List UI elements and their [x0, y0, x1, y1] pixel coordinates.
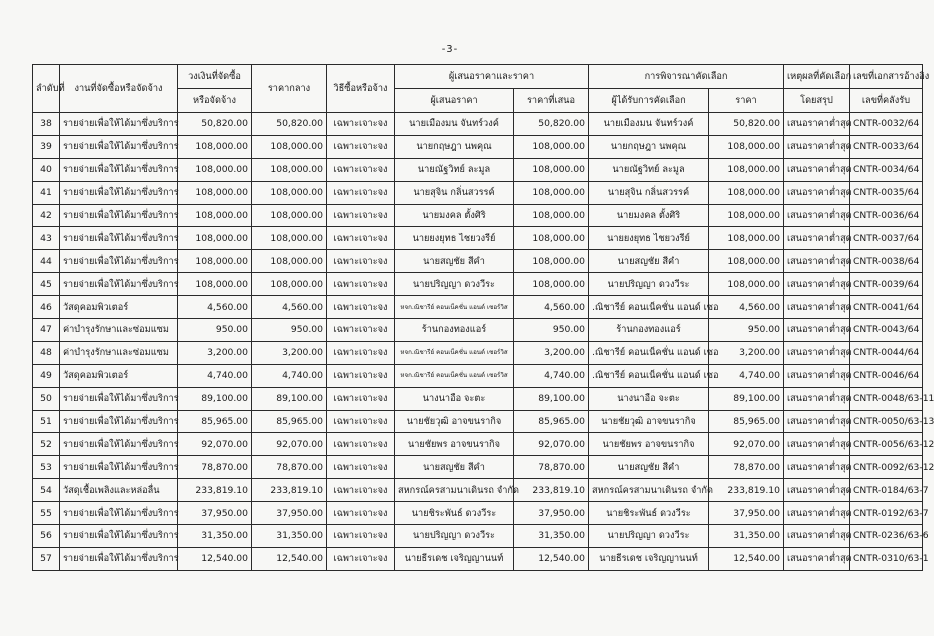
- row-bid-price: 92,070.00: [514, 433, 589, 456]
- row-seq: 57: [33, 547, 60, 570]
- row-seq: 45: [33, 273, 60, 296]
- row-method: เฉพาะเจาะจง: [327, 227, 395, 250]
- row-median: 4,560.00: [252, 296, 327, 319]
- row-bid-price: 12,540.00: [514, 547, 589, 570]
- row-median: 4,740.00: [252, 364, 327, 387]
- row-winner: .ณิชารีย์ คอนเน็คชั่น แอนด์ เซอ: [589, 341, 709, 364]
- row-bidder: นายสญชัย สีคำ: [395, 456, 514, 479]
- header-bidders-group: ผู้เสนอราคาและราคา: [395, 65, 589, 89]
- row-winner: นางนาอือ จะตะ: [589, 387, 709, 410]
- row-budget: 31,350.00: [178, 525, 252, 548]
- table-row: [33, 387, 923, 410]
- row-seq: 48: [33, 341, 60, 364]
- row-winner: นายชัยวุฒิ อาจขนรากิจ: [589, 410, 709, 433]
- row-price: 89,100.00: [709, 387, 784, 410]
- row-seq: 52: [33, 433, 60, 456]
- row-seq: 54: [33, 479, 60, 502]
- row-median: 92,070.00: [252, 433, 327, 456]
- table-row: [33, 158, 923, 181]
- table-row: [33, 341, 923, 364]
- row-method: เฉพาะเจาะจง: [327, 502, 395, 525]
- row-price: 950.00: [709, 319, 784, 342]
- row-winner: นายสญชัย สีคำ: [589, 456, 709, 479]
- row-method: เฉพาะเจาะจง: [327, 296, 395, 319]
- row-winner: นายกฤษฎา นพคุณ: [589, 135, 709, 158]
- procurement-table: [32, 64, 934, 571]
- row-reason: เสนอราคาต่ำสุด: [784, 204, 850, 227]
- row-method: เฉพาะเจาะจง: [327, 387, 395, 410]
- row-method: เฉพาะเจาะจง: [327, 158, 395, 181]
- row-bidder: หจก.ณิชารีย์ คอนเน็คชั่น แอนด์ เซอร์วิส: [395, 341, 514, 364]
- row-winner: นายยงยุทธ ไชยวงรีย์: [589, 227, 709, 250]
- row-bidder: นายสุจิน กลิ่นสวรรค์: [395, 181, 514, 204]
- table-row: [33, 525, 923, 548]
- row-bidder: นายณัฐวิทย์ ละมูล: [395, 158, 514, 181]
- row-winner: นายสุจิน กลิ่นสวรรค์: [589, 181, 709, 204]
- row-reason: เสนอราคาต่ำสุด: [784, 113, 850, 136]
- row-reason: เสนอราคาต่ำสุด: [784, 273, 850, 296]
- row-budget: 4,560.00: [178, 296, 252, 319]
- row-reason: เสนอราคาต่ำสุด: [784, 364, 850, 387]
- row-bid-price: 108,000.00: [514, 250, 589, 273]
- row-item: รายจ่ายเพื่อให้ได้มาซึ่งบริการ: [60, 387, 178, 410]
- row-seq: 47: [33, 319, 60, 342]
- row-price: 92,070.00: [709, 433, 784, 456]
- row-median: 108,000.00: [252, 204, 327, 227]
- row-bidder: ร้านกองทองแอร์: [395, 319, 514, 342]
- row-bid-price: 950.00: [514, 319, 589, 342]
- table-row: [33, 364, 923, 387]
- row-price: 108,000.00: [709, 158, 784, 181]
- row-item: วัสดุเชื้อเพลิงและหล่อลื่น: [60, 479, 178, 502]
- row-seq: 56: [33, 525, 60, 548]
- row-bidder: นางนาอือ จะตะ: [395, 387, 514, 410]
- row-bidder: นายสญชัย สีคำ: [395, 250, 514, 273]
- row-item: ค่าบำรุงรักษาและซ่อมแซม: [60, 319, 178, 342]
- row-budget: 12,540.00: [178, 547, 252, 570]
- row-bidder: หจก.ณิชารีย์ คอนเน็คชั่น แอนด์ เซอร์วิส: [395, 296, 514, 319]
- row-bid-price: 108,000.00: [514, 158, 589, 181]
- header-median: ราคากลาง: [252, 65, 327, 113]
- header-reason: เหตุผลที่คัดเลือก: [784, 65, 850, 89]
- row-method: เฉพาะเจาะจง: [327, 456, 395, 479]
- table-row: [33, 296, 923, 319]
- row-ref: CNTR-0041/64: [850, 296, 923, 319]
- row-bidder: นายปริญญา ดวงวีระ: [395, 273, 514, 296]
- row-seq: 44: [33, 250, 60, 273]
- row-median: 37,950.00: [252, 502, 327, 525]
- row-price: 108,000.00: [709, 181, 784, 204]
- row-median: 108,000.00: [252, 158, 327, 181]
- row-price: 4,740.00: [709, 364, 784, 387]
- row-winner: นายสญชัย สีคำ: [589, 250, 709, 273]
- row-seq: 43: [33, 227, 60, 250]
- row-price: 108,000.00: [709, 273, 784, 296]
- row-ref: CNTR-0046/64: [850, 364, 923, 387]
- row-ref: CNTR-0092/63-12: [850, 456, 923, 479]
- row-ref: CNTR-0048/63-11: [850, 387, 923, 410]
- row-item: รายจ่ายเพื่อให้ได้มาซึ่งบริการ: [60, 547, 178, 570]
- row-budget: 108,000.00: [178, 135, 252, 158]
- row-reason: เสนอราคาต่ำสุด: [784, 456, 850, 479]
- row-ref: CNTR-0192/63-7: [850, 502, 923, 525]
- row-method: เฉพาะเจาะจง: [327, 525, 395, 548]
- row-bid-price: 89,100.00: [514, 387, 589, 410]
- table-row: [33, 250, 923, 273]
- table-row: [33, 319, 923, 342]
- row-winner: นายชัยพร อาจขนรากิจ: [589, 433, 709, 456]
- row-budget: 108,000.00: [178, 273, 252, 296]
- row-bidder: นายเมืองมน จันทร์วงค์: [395, 113, 514, 136]
- row-reason: เสนอราคาต่ำสุด: [784, 181, 850, 204]
- row-seq: 49: [33, 364, 60, 387]
- row-seq: 50: [33, 387, 60, 410]
- row-bidder: นายมงคล ตั้งศิริ: [395, 204, 514, 227]
- row-ref: CNTR-0034/64: [850, 158, 923, 181]
- row-item: รายจ่ายเพื่อให้ได้มาซึ่งบริการ: [60, 502, 178, 525]
- row-ref: CNTR-0035/64: [850, 181, 923, 204]
- table-body: [33, 113, 934, 571]
- row-item: รายจ่ายเพื่อให้ได้มาซึ่งบริการ: [60, 158, 178, 181]
- row-price: 108,000.00: [709, 227, 784, 250]
- row-budget: 78,870.00: [178, 456, 252, 479]
- row-seq: 40: [33, 158, 60, 181]
- row-median: 108,000.00: [252, 227, 327, 250]
- header-budget: วงเงินที่จัดซื้อ: [178, 65, 252, 89]
- row-bid-price: 3,200.00: [514, 341, 589, 364]
- header-ref-line2: เลขที่คลังรับ: [850, 89, 923, 113]
- row-bid-price: 108,000.00: [514, 204, 589, 227]
- row-price: 108,000.00: [709, 204, 784, 227]
- table-row: [33, 227, 923, 250]
- row-seq: 38: [33, 113, 60, 136]
- row-item: รายจ่ายเพื่อให้ได้มาซึ่งบริการ: [60, 525, 178, 548]
- row-seq: 41: [33, 181, 60, 204]
- row-ref: CNTR-0032/64: [850, 113, 923, 136]
- header-selected: ผู้ได้รับการคัดเลือก: [589, 89, 709, 113]
- row-bid-price: 37,950.00: [514, 502, 589, 525]
- row-ref: CNTR-0050/63-13: [850, 410, 923, 433]
- row-seq: 39: [33, 135, 60, 158]
- row-ref: CNTR-0036/64: [850, 204, 923, 227]
- header-budget-line2: หรือจัดจ้าง: [178, 89, 252, 113]
- table-row: [33, 135, 923, 158]
- table-row: [33, 181, 923, 204]
- row-method: เฉพาะเจาะจง: [327, 319, 395, 342]
- row-ref: CNTR-0037/64: [850, 227, 923, 250]
- row-seq: 53: [33, 456, 60, 479]
- row-method: เฉพาะเจาะจง: [327, 364, 395, 387]
- row-reason: เสนอราคาต่ำสุด: [784, 158, 850, 181]
- row-median: 108,000.00: [252, 250, 327, 273]
- row-method: เฉพาะเจาะจง: [327, 250, 395, 273]
- row-price: 37,950.00: [709, 502, 784, 525]
- row-ref: CNTR-0043/64: [850, 319, 923, 342]
- row-budget: 108,000.00: [178, 158, 252, 181]
- row-method: เฉพาะเจาะจง: [327, 547, 395, 570]
- row-reason: เสนอราคาต่ำสุด: [784, 547, 850, 570]
- row-price: 233,819.10: [709, 479, 784, 502]
- row-winner: .ณิชารีย์ คอนเน็คชั่น แอนด์ เซอ: [589, 364, 709, 387]
- table-row: [33, 113, 923, 136]
- row-reason: เสนอราคาต่ำสุด: [784, 479, 850, 502]
- row-reason: เสนอราคาต่ำสุด: [784, 250, 850, 273]
- row-price: 85,965.00: [709, 410, 784, 433]
- row-winner: นายชิระพันธ์ ดวงวีระ: [589, 502, 709, 525]
- row-median: 12,540.00: [252, 547, 327, 570]
- row-winner: นายณัฐวิทย์ ละมูล: [589, 158, 709, 181]
- row-median: 85,965.00: [252, 410, 327, 433]
- row-reason: เสนอราคาต่ำสุด: [784, 387, 850, 410]
- row-method: เฉพาะเจาะจง: [327, 135, 395, 158]
- row-bid-price: 4,560.00: [514, 296, 589, 319]
- row-item: รายจ่ายเพื่อให้ได้มาซึ่งบริการ: [60, 135, 178, 158]
- row-bidder: นายธีรเดช เจริญญานนท์: [395, 547, 514, 570]
- row-method: เฉพาะเจาะจง: [327, 273, 395, 296]
- table-row: [33, 456, 923, 479]
- row-ref: CNTR-0033/64: [850, 135, 923, 158]
- row-reason: เสนอราคาต่ำสุด: [784, 502, 850, 525]
- row-bidder: นายชิระพันธ์ ดวงวีระ: [395, 502, 514, 525]
- row-winner: .ณิชารีย์ คอนเน็คชั่น แอนด์ เซอ: [589, 296, 709, 319]
- row-item: รายจ่ายเพื่อให้ได้มาซึ่งบริการ: [60, 227, 178, 250]
- row-item: วัสดุคอมพิวเตอร์: [60, 296, 178, 319]
- row-item: รายจ่ายเพื่อให้ได้มาซึ่งบริการ: [60, 273, 178, 296]
- row-item: รายจ่ายเพื่อให้ได้มาซึ่งบริการ: [60, 250, 178, 273]
- header-reason-line2: โดยสรุป: [784, 89, 850, 113]
- row-reason: เสนอราคาต่ำสุด: [784, 433, 850, 456]
- page-number: -3-: [441, 44, 459, 55]
- row-seq: 51: [33, 410, 60, 433]
- row-median: 108,000.00: [252, 181, 327, 204]
- row-reason: เสนอราคาต่ำสุด: [784, 135, 850, 158]
- row-seq: 46: [33, 296, 60, 319]
- row-bid-price: 108,000.00: [514, 227, 589, 250]
- row-bid-price: 85,965.00: [514, 410, 589, 433]
- header-selection-group: การพิจารณาคัดเลือก: [589, 65, 784, 89]
- row-budget: 89,100.00: [178, 387, 252, 410]
- row-bid-price: 4,740.00: [514, 364, 589, 387]
- table-row: [33, 433, 923, 456]
- row-median: 89,100.00: [252, 387, 327, 410]
- row-median: 108,000.00: [252, 135, 327, 158]
- table-row: [33, 479, 923, 502]
- row-price: 78,870.00: [709, 456, 784, 479]
- table-row: [33, 204, 923, 227]
- row-bidder: นายยงยุทธ ไชยวงรีย์: [395, 227, 514, 250]
- row-winner: สหกรณ์ครสามนาเดินรถ จำกัด: [589, 479, 709, 502]
- row-median: 108,000.00: [252, 273, 327, 296]
- row-bid-price: 108,000.00: [514, 273, 589, 296]
- row-budget: 108,000.00: [178, 250, 252, 273]
- row-bidder: นายปริญญา ดวงวีระ: [395, 525, 514, 548]
- row-item: รายจ่ายเพื่อให้ได้มาซึ่งบริการ: [60, 456, 178, 479]
- row-method: เฉพาะเจาะจง: [327, 433, 395, 456]
- table-row: [33, 502, 923, 525]
- row-item: รายจ่ายเพื่อให้ได้มาซึ่งบริการ: [60, 204, 178, 227]
- row-item: รายจ่ายเพื่อให้ได้มาซึ่งบริการ: [60, 410, 178, 433]
- row-winner: นายมงคล ตั้งศิริ: [589, 204, 709, 227]
- row-budget: 233,819.10: [178, 479, 252, 502]
- row-budget: 108,000.00: [178, 227, 252, 250]
- header-price: ราคา: [709, 89, 784, 113]
- table-header: [33, 65, 930, 113]
- row-item: รายจ่ายเพื่อให้ได้มาซึ่งบริการ: [60, 113, 178, 136]
- row-winner: นายปริญญา ดวงวีระ: [589, 525, 709, 548]
- row-reason: เสนอราคาต่ำสุด: [784, 296, 850, 319]
- header-seq: ลำดับที่: [33, 65, 60, 113]
- row-ref: CNTR-0184/63-7: [850, 479, 923, 502]
- row-reason: เสนอราคาต่ำสุด: [784, 227, 850, 250]
- row-price: 4,560.00: [709, 296, 784, 319]
- row-budget: 4,740.00: [178, 364, 252, 387]
- row-bidder: สหกรณ์ครสามนาเดินรถ จำกัด: [395, 479, 514, 502]
- row-bid-price: 108,000.00: [514, 135, 589, 158]
- row-budget: 50,820.00: [178, 113, 252, 136]
- row-ref: CNTR-0056/63-12: [850, 433, 923, 456]
- row-bidder: หจก.ณิชารีย์ คอนเน็คชั่น แอนด์ เซอร์วิส: [395, 364, 514, 387]
- header-bid-price: ราคาที่เสนอ: [514, 89, 589, 113]
- row-median: 50,820.00: [252, 113, 327, 136]
- row-price: 3,200.00: [709, 341, 784, 364]
- row-median: 3,200.00: [252, 341, 327, 364]
- header-bidder: ผู้เสนอราคา: [395, 89, 514, 113]
- row-reason: เสนอราคาต่ำสุด: [784, 525, 850, 548]
- header-method: วิธีซื้อหรือจ้าง: [327, 65, 395, 113]
- row-median: 31,350.00: [252, 525, 327, 548]
- row-price: 31,350.00: [709, 525, 784, 548]
- row-price: 108,000.00: [709, 135, 784, 158]
- header-ref: เลขที่เอกสารอ้างอิง: [850, 65, 923, 89]
- row-method: เฉพาะเจาะจง: [327, 479, 395, 502]
- row-ref: CNTR-0236/63-6: [850, 525, 923, 548]
- row-reason: เสนอราคาต่ำสุด: [784, 341, 850, 364]
- row-seq: 42: [33, 204, 60, 227]
- row-reason: เสนอราคาต่ำสุด: [784, 410, 850, 433]
- row-winner: ร้านกองทองแอร์: [589, 319, 709, 342]
- row-bidder: นายกฤษฎา นพคุณ: [395, 135, 514, 158]
- row-price: 50,820.00: [709, 113, 784, 136]
- row-method: เฉพาะเจาะจง: [327, 410, 395, 433]
- row-bid-price: 50,820.00: [514, 113, 589, 136]
- row-bidder: นายชัยวุฒิ อาจขนรากิจ: [395, 410, 514, 433]
- row-budget: 85,965.00: [178, 410, 252, 433]
- row-ref: CNTR-0039/64: [850, 273, 923, 296]
- row-seq: 55: [33, 502, 60, 525]
- row-median: 78,870.00: [252, 456, 327, 479]
- row-budget: 950.00: [178, 319, 252, 342]
- row-median: 233,819.10: [252, 479, 327, 502]
- row-ref: CNTR-0038/64: [850, 250, 923, 273]
- row-bid-price: 233,819.10: [514, 479, 589, 502]
- row-reason: เสนอราคาต่ำสุด: [784, 319, 850, 342]
- table-row: [33, 273, 923, 296]
- row-winner: นายธีรเดช เจริญญานนท์: [589, 547, 709, 570]
- row-item: รายจ่ายเพื่อให้ได้มาซึ่งบริการ: [60, 181, 178, 204]
- row-method: เฉพาะเจาะจง: [327, 181, 395, 204]
- row-bidder: นายชัยพร อาจขนรากิจ: [395, 433, 514, 456]
- row-bid-price: 31,350.00: [514, 525, 589, 548]
- row-ref: CNTR-0310/63-1: [850, 547, 923, 570]
- row-budget: 92,070.00: [178, 433, 252, 456]
- row-ref: CNTR-0044/64: [850, 341, 923, 364]
- table-row: [33, 410, 923, 433]
- row-median: 950.00: [252, 319, 327, 342]
- row-budget: 108,000.00: [178, 181, 252, 204]
- row-winner: นายเมืองมน จันทร์วงค์: [589, 113, 709, 136]
- row-method: เฉพาะเจาะจง: [327, 204, 395, 227]
- row-winner: นายปริญญา ดวงวีระ: [589, 273, 709, 296]
- row-bid-price: 108,000.00: [514, 181, 589, 204]
- row-item: รายจ่ายเพื่อให้ได้มาซึ่งบริการ: [60, 433, 178, 456]
- table-row: [33, 547, 923, 570]
- row-budget: 3,200.00: [178, 341, 252, 364]
- row-budget: 37,950.00: [178, 502, 252, 525]
- header-item: งานที่จัดซื้อหรือจัดจ้าง: [60, 65, 178, 113]
- row-method: เฉพาะเจาะจง: [327, 341, 395, 364]
- row-budget: 108,000.00: [178, 204, 252, 227]
- row-item: ค่าบำรุงรักษาและซ่อมแซม: [60, 341, 178, 364]
- row-bid-price: 78,870.00: [514, 456, 589, 479]
- row-price: 108,000.00: [709, 250, 784, 273]
- row-price: 12,540.00: [709, 547, 784, 570]
- row-method: เฉพาะเจาะจง: [327, 113, 395, 136]
- row-item: วัสดุคอมพิวเตอร์: [60, 364, 178, 387]
